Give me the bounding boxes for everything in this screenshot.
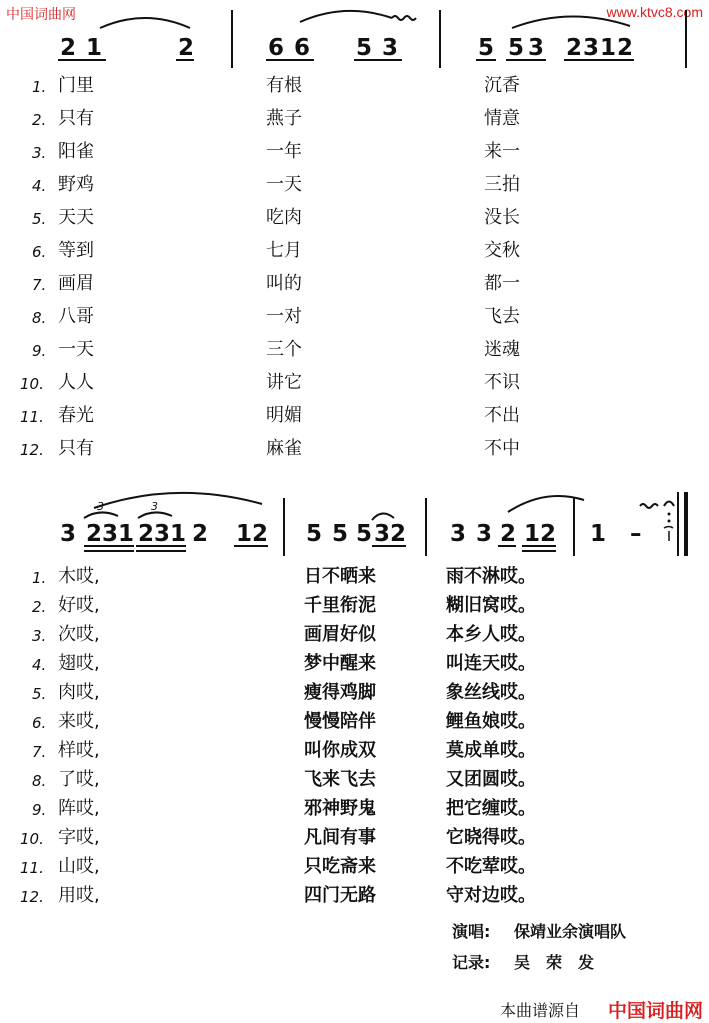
verse-number: 1.	[32, 78, 47, 96]
lyric-cell: 字哎,	[58, 827, 100, 848]
verse-number: 6.	[32, 243, 47, 261]
lyric-cell: 邪神野鬼	[304, 798, 376, 819]
source-site-link[interactable]: 中国词曲网	[608, 1000, 704, 1022]
section2-barlines	[284, 492, 686, 556]
lyric-cell: 一对	[266, 306, 302, 327]
note: 2	[192, 521, 209, 547]
verse-number: 4.	[32, 656, 47, 674]
note: 6	[294, 35, 311, 61]
note: 5	[306, 521, 323, 547]
verse-number: 1.	[32, 569, 47, 587]
lyric-cell: 阳雀	[58, 141, 94, 162]
watermark-left: 中国词曲网	[6, 7, 76, 23]
section1-slurs	[100, 11, 630, 28]
note: 2	[390, 521, 407, 547]
section2-notes	[60, 521, 642, 547]
lyric-cell: 一年	[266, 141, 302, 162]
note: 5	[356, 521, 373, 547]
recorder-label: 记录:	[452, 953, 491, 972]
note: 3	[583, 35, 600, 61]
lyric-cell: 飞来飞去	[304, 769, 376, 790]
lyric-cell: 不吃荤哎。	[446, 856, 536, 877]
lyric-cell: 门里	[58, 75, 94, 96]
note: 3	[60, 521, 77, 547]
note: 1	[600, 35, 617, 61]
section2-slurs	[84, 493, 674, 520]
verse-number: 5.	[32, 685, 47, 703]
verse-number: 12.	[20, 888, 44, 906]
lyric-cell: 木哎,	[58, 566, 100, 587]
lyric-cell: 鲤鱼娘哎。	[446, 711, 536, 732]
lyric-cell: 凡间有事	[304, 827, 376, 848]
lyric-cell: 一天	[58, 339, 94, 360]
verse-number: 8.	[32, 309, 47, 327]
lyric-cell: 用哎,	[58, 885, 100, 906]
note: 3	[374, 521, 391, 547]
lyric-cell: 慢慢陪伴	[304, 711, 376, 732]
lyric-cell: 天天	[58, 207, 94, 228]
note: 2	[138, 521, 155, 547]
lyric-cell: 画眉	[58, 273, 94, 294]
lyric-cell: 不中	[484, 438, 520, 459]
note: 2	[617, 35, 634, 61]
lyric-cell: 不出	[484, 405, 520, 426]
note: 2	[60, 35, 77, 61]
performer-label: 演唱:	[452, 922, 491, 941]
note: 2	[178, 35, 195, 61]
lyric-cell: 等到	[58, 240, 94, 261]
source-label: 本曲谱源自	[500, 1001, 581, 1020]
note: 5	[356, 35, 373, 61]
lyric-cell: 情意	[484, 108, 520, 129]
lyric-cell: 只有	[58, 108, 94, 129]
lyric-cell: 不识	[484, 372, 520, 393]
lyric-cell: 没长	[484, 207, 520, 228]
lyric-cell: 画眉好似	[304, 624, 376, 645]
lyric-cell: 讲它	[266, 372, 302, 393]
note: 2	[252, 521, 269, 547]
verse-number: 11.	[20, 408, 44, 426]
lyric-cell: 麻雀	[266, 438, 302, 459]
verse-number: 9.	[32, 342, 47, 360]
verse-number: 9.	[32, 801, 47, 819]
lyric-cell: 人人	[58, 372, 94, 393]
lyric-cell: 叫连天哎。	[446, 653, 536, 674]
tuplet-mark: 3	[97, 500, 104, 513]
lyric-cell: 吃肉	[266, 207, 302, 228]
verse-number: 8.	[32, 772, 47, 790]
lyric-cell: 肉哎,	[58, 682, 100, 703]
lyric-cell: 迷魂	[484, 339, 520, 360]
lyric-cell: 样哎,	[58, 740, 100, 761]
lyric-cell: 都一	[484, 273, 520, 294]
note: 3	[450, 521, 467, 547]
lyric-cell: 三拍	[484, 174, 520, 195]
note: 1	[524, 521, 541, 547]
lyric-cell: 千里衔泥	[304, 595, 376, 616]
fermata-mark	[664, 513, 673, 542]
watermark-right: www.ktvc8.com	[606, 4, 703, 20]
verse-number: 2.	[32, 598, 47, 616]
lyric-cell: 春光	[58, 405, 94, 426]
lyric-cell: 来一	[484, 141, 520, 162]
lyric-cell: 叫的	[266, 273, 302, 294]
lyric-cell: 来哎,	[58, 711, 100, 732]
note: 3	[382, 35, 399, 61]
lyric-cell: 它晓得哎。	[446, 827, 536, 848]
performer-name: 保靖业余演唱队	[514, 922, 627, 941]
lyric-cell: 瘦得鸡脚	[304, 682, 376, 703]
lyric-cell: 一天	[266, 174, 302, 195]
note: 5	[508, 35, 525, 61]
note: 2	[500, 521, 517, 547]
note: 3	[102, 521, 119, 547]
lyric-cell: 日不晒来	[304, 566, 376, 587]
lyric-cell: 只有	[58, 438, 94, 459]
note: 2	[86, 521, 103, 547]
lyric-cell: 象丝线哎。	[446, 682, 536, 703]
verse-number: 7.	[32, 743, 47, 761]
lyric-cell: 只吃斋来	[304, 856, 376, 877]
section1-notes	[60, 35, 633, 61]
lyric-cell: 了哎,	[58, 769, 100, 790]
note: 2	[566, 35, 583, 61]
lyric-cell: 山哎,	[58, 856, 100, 877]
tuplet-mark: 3	[151, 500, 158, 513]
section2-tuplet-marks	[97, 500, 158, 513]
lyric-cell: 明媚	[266, 405, 302, 426]
lyric-cell: 把它缠哎。	[446, 798, 536, 819]
note: –	[630, 521, 642, 547]
note: 2	[540, 521, 557, 547]
lyric-cell: 守对边哎。	[446, 885, 536, 906]
verse-number: 12.	[20, 441, 44, 459]
note: 6	[268, 35, 285, 61]
lyric-cell: 交秋	[484, 240, 520, 261]
note: 1	[236, 521, 253, 547]
lyric-cell: 又团圆哎。	[446, 769, 536, 790]
lyric-cell: 燕子	[266, 108, 302, 129]
note: 3	[476, 521, 493, 547]
lyric-cell: 七月	[266, 240, 302, 261]
verse-number: 4.	[32, 177, 47, 195]
lyric-cell: 飞去	[484, 306, 520, 327]
note: 1	[118, 521, 135, 547]
verse-number: 3.	[32, 144, 47, 162]
lyric-cell: 梦中醒来	[304, 653, 376, 674]
lyric-cell: 三个	[266, 339, 302, 360]
recorder-name: 吴 荣 发	[514, 953, 595, 972]
note: 3	[154, 521, 171, 547]
lyric-cell: 四门无路	[304, 885, 376, 906]
lyric-cell: 八哥	[58, 306, 94, 327]
note: 3	[528, 35, 545, 61]
note: 1	[170, 521, 187, 547]
note: 5	[478, 35, 495, 61]
lyric-cell: 叫你成双	[304, 740, 376, 761]
lyric-cell: 次哎,	[58, 624, 100, 645]
section2-underlines	[84, 546, 556, 551]
lyric-cell: 雨不淋哎。	[446, 566, 536, 587]
verse-number: 11.	[20, 859, 44, 877]
verse-number: 10.	[20, 375, 44, 393]
lyric-cell: 糊旧窝哎。	[446, 595, 536, 616]
lyric-cell: 莫成单哎。	[446, 740, 536, 761]
verse-number: 7.	[32, 276, 47, 294]
verse-number: 6.	[32, 714, 47, 732]
lyric-cell: 有根	[266, 75, 302, 96]
note: 5	[332, 521, 349, 547]
lyric-cell: 翅哎,	[58, 653, 100, 674]
lyric-cell: 阵哎,	[58, 798, 100, 819]
note: 1	[590, 521, 607, 547]
lyric-cell: 好哎,	[58, 595, 100, 616]
verse-number: 5.	[32, 210, 47, 228]
verse-number: 10.	[20, 830, 44, 848]
lyric-cell: 本乡人哎。	[446, 624, 536, 645]
lyric-cell: 野鸡	[58, 174, 94, 195]
lyric-cell: 沉香	[484, 75, 520, 96]
note: 1	[86, 35, 103, 61]
verse-number: 2.	[32, 111, 47, 129]
verse-number: 3.	[32, 627, 47, 645]
